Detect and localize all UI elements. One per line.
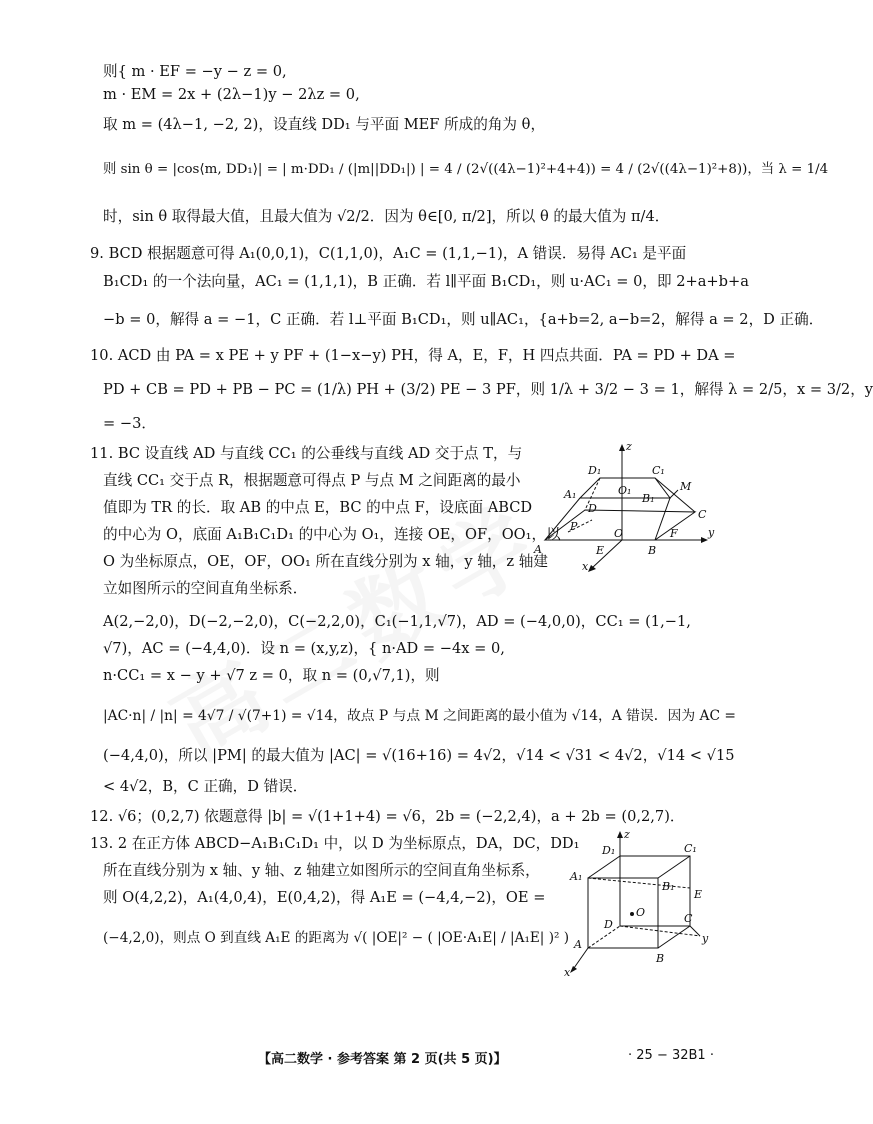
figure1-label: x <box>582 560 589 573</box>
figure1-label: O <box>614 527 624 540</box>
figure1-label: A₁ <box>564 488 577 501</box>
figure1-label: E <box>596 544 605 557</box>
answer-9-line: B₁CD₁ 的一个法向量，AC₁ = (1,1,1)，B 正确．若 l∥平面 B₁CD₁，则 u·AC₁ = 0，即 2+a+b+a <box>103 273 749 290</box>
figure1-label: M <box>680 480 692 493</box>
figure1-label: D₁ <box>588 464 602 477</box>
text-line: 则{ m · EF = −y − z = 0, <box>103 63 287 80</box>
answer-11-line: |AC·n| / |n| = 4√7 / √(7+1) = √14，故点 P 与点 M 之间距离的最小值为 √14，A 错误．因为 AC = <box>103 708 736 724</box>
page-code: · 25 − 32B1 · <box>628 1048 714 1063</box>
figure1-label: F <box>670 527 678 540</box>
text-line: m · EM = 2x + (2λ−1)y − 2λz = 0, <box>103 86 360 103</box>
answer-13-line: 13. 2 在正方体 ABCD−A₁B₁C₁D₁ 中，以 D 为坐标原点，DA，DC，DD₁ <box>90 835 580 852</box>
answer-10-line: 10. ACD 由 PA = x PE + y PF + (1−x−y) PH，得 A，E，F，H 四点共面．PA = PD + DA = <box>90 347 736 364</box>
figure2-label: x <box>564 966 571 979</box>
figure2-label: y <box>702 932 709 945</box>
figure1-label: C₁ <box>652 464 665 477</box>
answer-11-line: 立如图所示的空间直角坐标系． <box>103 580 308 597</box>
figure1-label: D <box>588 502 597 515</box>
figure1-label: z <box>626 440 632 453</box>
text-line: 时，sin θ 取得最大值，且最大值为 √2/2．因为 θ∈[0, π/2]，所以 θ 的最大值为 π/4． <box>103 208 670 225</box>
answer-11-line: O 为坐标原点，OE，OF，OO₁ 所在直线分别为 x 轴，y 轴，z 轴建 <box>103 553 548 570</box>
cube-figure <box>560 828 720 978</box>
answer-11-line: 直线 CC₁ 交于点 R，根据题意可得点 P 与点 M 之间距离的最小 <box>103 472 521 489</box>
answer-10-line: = −3． <box>103 415 156 432</box>
figure2-label: C <box>684 912 693 925</box>
answer-13-line: (−4,2,0)，则点 O 到直线 A₁E 的距离为 √( |OE|² − ( |OE·A₁E| / |A₁E| )² ) <box>103 930 570 946</box>
answer-11-line: 的中心为 O，底面 A₁B₁C₁D₁ 的中心为 O₁，连接 OE，OF，OO₁，以 <box>103 526 561 543</box>
answer-12-line: 12. √6；(0,2,7) 依题意得 |b| = √(1+1+4) = √6，2b = (−2,2,4)，a + 2b = (0,2,7)． <box>90 808 685 825</box>
figure1-label: O₁ <box>618 484 632 497</box>
figure2-label: B <box>656 952 665 965</box>
figure1-label: B₁ <box>642 492 655 505</box>
answer-11-line: √7)，AC = (−4,4,0)．设 n = (x,y,z)，{ n·AD = −4x = 0, <box>103 640 505 657</box>
figure2-label: C₁ <box>684 842 697 855</box>
figure2-label: z <box>624 828 630 841</box>
figure2-label: A <box>574 938 582 951</box>
figure2-label: O <box>636 906 646 919</box>
figure2-label: D₁ <box>602 844 616 857</box>
page-footer: 【高二数学 · 参考答案 第 2 页(共 5 页)】 <box>258 1052 507 1067</box>
figure1-label: C <box>698 508 707 521</box>
frustum-figure <box>530 440 720 580</box>
figure1-label: P <box>570 520 578 533</box>
answer-11-line: n·CC₁ = x − y + √7 z = 0，取 n = (0,√7,1)，则 <box>103 667 440 684</box>
answer-11-line: 11. BC 设直线 AD 与直线 CC₁ 的公垂线与直线 AD 交于点 T，与 <box>90 445 523 462</box>
figure2-label: A₁ <box>570 870 583 883</box>
figure1-label: B <box>648 544 657 557</box>
figure1-label: A <box>534 543 542 556</box>
answer-9-line: −b = 0，解得 a = −1，C 正确．若 l⊥平面 B₁CD₁，则 u∥AC₁，{a+b=2, a−b=2，解得 a = 2，D 正确． <box>103 311 824 328</box>
figure2-label: E <box>694 888 703 901</box>
figure2-label: D <box>604 918 613 931</box>
answer-11-line: < 4√2，B，C 正确，D 错误． <box>103 778 308 795</box>
answer-13-line: 所在直线分别为 x 轴、y 轴、z 轴建立如图所示的空间直角坐标系， <box>103 862 540 879</box>
text-line: 取 m = (4λ−1, −2, 2)，设直线 DD₁ 与平面 MEF 所成的角为 θ， <box>103 116 546 133</box>
answer-9-line: 9. BCD 根据题意可得 A₁(0,0,1)，C(1,1,0)，A₁C = (1,1,−1)，A 错误．易得 AC₁ 是平面 <box>90 245 687 262</box>
answer-11-line: (−4,4,0)，所以 |PM| 的最大值为 |AC| = √(16+16) = 4√2，√14 < √31 < 4√2，√14 < √15 <box>103 747 735 764</box>
figure1-label: y <box>708 526 715 539</box>
answer-11-line: 值即为 TR 的长．取 AB 的中点 E，BC 的中点 F，设底面 ABCD <box>103 499 533 516</box>
answer-11-line: A(2,−2,0)，D(−2,−2,0)，C(−2,2,0)，C₁(−1,1,√7)，AD = (−4,0,0)，CC₁ = (1,−1, <box>103 613 691 630</box>
answer-10-line: PD + CB = PD + PB − PC = (1/λ) PH + (3/2) PE − 3 PF，则 1/λ + 3/2 − 3 = 1，解得 λ = 2/5，x = 3/2，y <box>103 381 873 398</box>
figure2-label: B₁ <box>662 880 675 893</box>
text-line: 则 sin θ = |cos⟨m, DD₁⟩| = | m·DD₁ / (|m||DD₁|) | = 4 / (2√((4λ−1)²+4+4)) = 4 / (2√((4λ−1)²+8))，当 λ = 1/4 <box>103 162 829 177</box>
answer-13-line: 则 O(4,2,2)，A₁(4,0,4)，E(0,4,2)，得 A₁E = (−4,4,−2)，OE = <box>103 889 546 906</box>
